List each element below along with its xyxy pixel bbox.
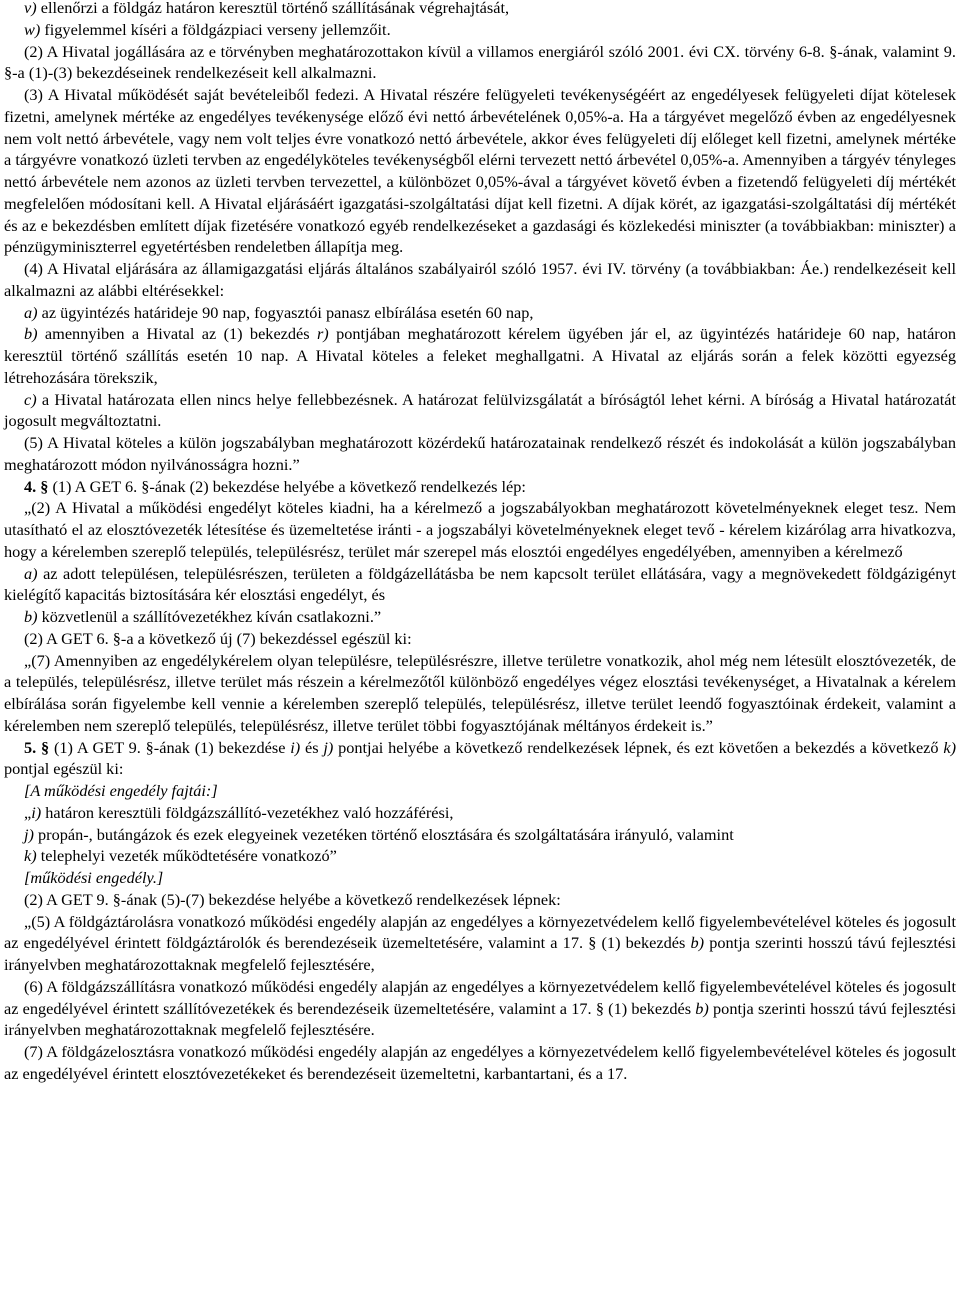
section-5-paragraph-2: (2) A GET 9. §-ának (5)-(7) bekezdése helyébe a következő rendelkezések lépnek: [24,889,561,909]
section-text: pontjal egészül ki: [4,759,124,779]
quote-item-j [4,824,956,846]
item-text: figyelemmel kíséri a földgázpiaci verseny jellemzőit. [40,19,391,39]
paragraph-5: (5) A Hivatal köteles a külön jogszabályban meghatározott közérdekű határozatainak rendelkező részét és indokolását a külön jogszabályban meghatározott módon nyilvánosságra hozni.” [4,433,956,474]
item-letter: j) [24,824,34,844]
paragraph-4: (4) A Hivatal eljárására az államigazgatási eljárás általános szabályairól szóló 1957. évi IV. törvény (a továbbiakban: Áe.) rendelkezéseit kell alkalmazni az alábbi eltérésekkel: [4,259,956,300]
quote-item-i [4,802,956,824]
quote-item-b [4,606,956,628]
paragraph-text: „(5) A földgáztárolásra vonatkozó működési engedély alapján az engedélyes a környezetvédelem kellő figyelembevételével köteles és jogosult az engedélyével érintett földgáztárolók és berendezéseik üzemeltetésére, valamint a 17. § (1) bekezdés [4,911,956,953]
item-letter: w) [24,19,41,39]
quote-item-k [4,845,956,867]
item-text: ellenőrzi a földgáz határon keresztül történő szállításának végrehajtását, [36,0,510,17]
paragraph-text: pontja szerinti hosszú távú fejlesztési irányelvben meghatározottaknak megfelelő fejlesztésére, [4,933,956,974]
item-letter: b) [24,324,38,344]
item-text: a Hivatal határozata ellen nincs helye fellebbezésnek. A határozat felülvizsgálatát a bíróságtól lehet kérni. A bíróság a Hivatal határozatát jogosult megváltoztatni. [4,389,956,431]
item-v [4,0,956,19]
quote-paragraph-2: „(2) A Hivatal a működési engedélyt köteles kiadni, ha a kérelmező a jogszabályokban meghatározott követelményeknek eleget tesz. Nem utasítható el az elosztóvezeték létesítése és üzemeltetése iránti - a jogszabályi követelményeknek eleget tevő - kérelem kizárólag arra hivatkozva, hogy a kérelemben szereplő település, településrész, terület már szerepel más elosztói engedélyes engedélyében, amennyiben a kérelmező [4,498,956,561]
bracket-text: [működési engedély.] [24,868,164,887]
item-text: telephelyi vezeték működtetésére vonatkozó” [36,846,337,866]
section-number: 4. § [24,476,49,496]
item-letter: j) [323,737,334,757]
item-letter: i) [290,737,301,757]
item-a [4,302,956,324]
item-text: határon keresztüli földgázszállító-vezetékhez való hozzáférési, [41,802,454,822]
bracket-closing [4,867,956,889]
section-text: pontjai helyébe a következő rendelkezések lépnek, és ezt követően a bekezdés a következő [333,737,944,757]
item-text: az ügyintézés határideje 90 nap, fogyasztói panasz elbírálása esetén 60 nap, [37,302,534,322]
item-letter: b) [24,607,38,626]
item-w [4,19,956,41]
quote-paragraph-5 [4,911,956,976]
item-letter: a) [24,563,38,583]
item-letter: r) [316,324,329,344]
item-letter: i) [31,802,42,822]
bracket-text: [A működési engedély fajtái:] [24,781,218,800]
item-b [4,323,956,388]
item-letter: b) [690,933,705,953]
section-5 [4,737,956,781]
paragraph-text: pontja szerinti hosszú távú fejlesztési irányelvben meghatározottaknak megfelelő fejlesztésére. [4,998,956,1040]
quote-mark: „ [24,802,32,822]
paragraph-3: (3) A Hivatal működését saját bevételeiből fedezi. A Hivatal részére felügyeleti tevékenységéért az engedélyesek felügyeleti díjat kötelesek fizetni, amelynek mértéke az engedélyes tevékenysége előző évi nettó árbevételének 0,05%-a. Ha a tárgyévet megelőző évben az engedélyesnek nem volt nettó árbevétele, vagy nem volt teljes évre vonatkozó nettó árbevétele, akkor éves felügyeleti díj előleget kell fizetni, amelynek mértéke a tárgyévre vonatkozó üzleti tervben az engedélyköteles tevékenységből elérni tervezett nettó árbevétel 0,05%-a. Amennyiben a tárgyév tényleges nettó árbevétele nem azonos az üzleti tervben tervezettel, a különbözet 0,05%-ával a tárgyévet követő évben a fizetendő felügyeleti díj mértékét megfelelően módosítani kell. A Hivatal eljárásáért igazgatási-szolgáltatási díjat kell fizetni. A díjak körét, az igazgatási-szolgáltatási díj mértékét és az e bekezdésben említett díjak fizetésére vonatkozó egyéb rendelkezéseket a gazdasági és közlekedési miniszter (a továbbiakban: miniszter) a pénzügyminiszterrel egyetértésben rendeletben állapítja meg. [4,85,956,257]
item-text: közvetlenül a szállítóvezetékhez kíván csatlakozni.” [37,607,382,626]
quote-paragraph-7: „(7) Amennyiben az engedélykérelem olyan településre, településrészre, illetve területre vonatkozik, ahol még nem létesült elosztóvezeték, de a település, településrész, illetve terület más részein a kérelmezőtől különböző engedélyes végez elosztási tevékenységet, a Hivatalnak a kérelem elbírálása során figyelembe kell vennie a kérelemben szereplő település, településrész, illetve terület leendő fogyasztóinak érdekeit, valamint a kérelemben nem szereplő település, településrész, illetve terület többi fogyasztójának méltányos érdekeit is.” [4,650,956,735]
item-c [4,389,956,433]
item-text: pontjában meghatározott kérelem ügyében jár el, az ügyintézés határideje 60 nap, határon keresztül történő szállítás esetén 10 nap. A Hivatal köteles a feleket meghallgatni. A Hivatal az eljárás során a felek közötti egyezség létrehozására törekszik, [4,324,956,387]
bracket-heading [4,780,956,802]
item-text: propán-, butángázok és ezek elegyeinek vezetéken történő elosztására és szolgáltatására irányuló, valamint [33,824,734,844]
quote-paragraph-6 [4,976,956,1041]
item-text: amennyiben a Hivatal az (1) bekezdés [37,324,317,344]
item-letter: k) [24,846,37,866]
quote-paragraph-7b: (7) A földgázelosztásra vonatkozó működési engedély alapján az engedélyes a környezetvédelem kellő figyelembevételével köteles és jogosult az engedélyével érintett elosztóvezetékeket és berendezéseit üzemeltetni, karbantartani, és a 17. [4,1042,956,1083]
paragraph-2: (2) A Hivatal jogállására az e törvényben meghatározottakon kívül a villamos energiáról szóló 2001. évi CX. törvény 6-8. §-ának, valamint 9. §-a (1)-(3) bekezdéseinek rendelkezéseit kell alkalmazni. [4,41,956,83]
item-text: az adott településen, településrészen, területen a földgázellátásba be nem kapcsolt terület ellátására, vagy a megnövekedett földgázigényt kielégítő kapacitás biztosítására kér elosztási engedélyt, és [4,563,956,605]
item-letter: k) [943,737,957,757]
item-letter: a) [24,302,38,322]
paragraph-text: (6) A földgázszállításra vonatkozó működési engedély alapján az engedélyes a környezetvédelem kellő figyelembevételével köteles és jogosult az engedélyével érintett szállítóvezetékek és berendezéseik üzemeltetésére, valamint a 17. § (1) bekezdés [4,976,956,1018]
item-letter: c) [24,389,37,409]
item-letter: b) [695,998,709,1018]
section-text: (1) A GET 9. §-ának (1) bekezdése [49,737,291,757]
section-text: (1) A GET 6. §-ának (2) bekezdése helyébe a következő rendelkezés lép: [48,476,526,496]
quote-item-a [4,563,956,607]
section-text: és [300,737,324,757]
section-4 [4,476,956,498]
section-4-paragraph-2: (2) A GET 6. §-a a következő új (7) bekezdéssel egészül ki: [24,628,412,648]
section-number: 5. § [24,737,50,757]
item-letter: v) [24,0,37,17]
